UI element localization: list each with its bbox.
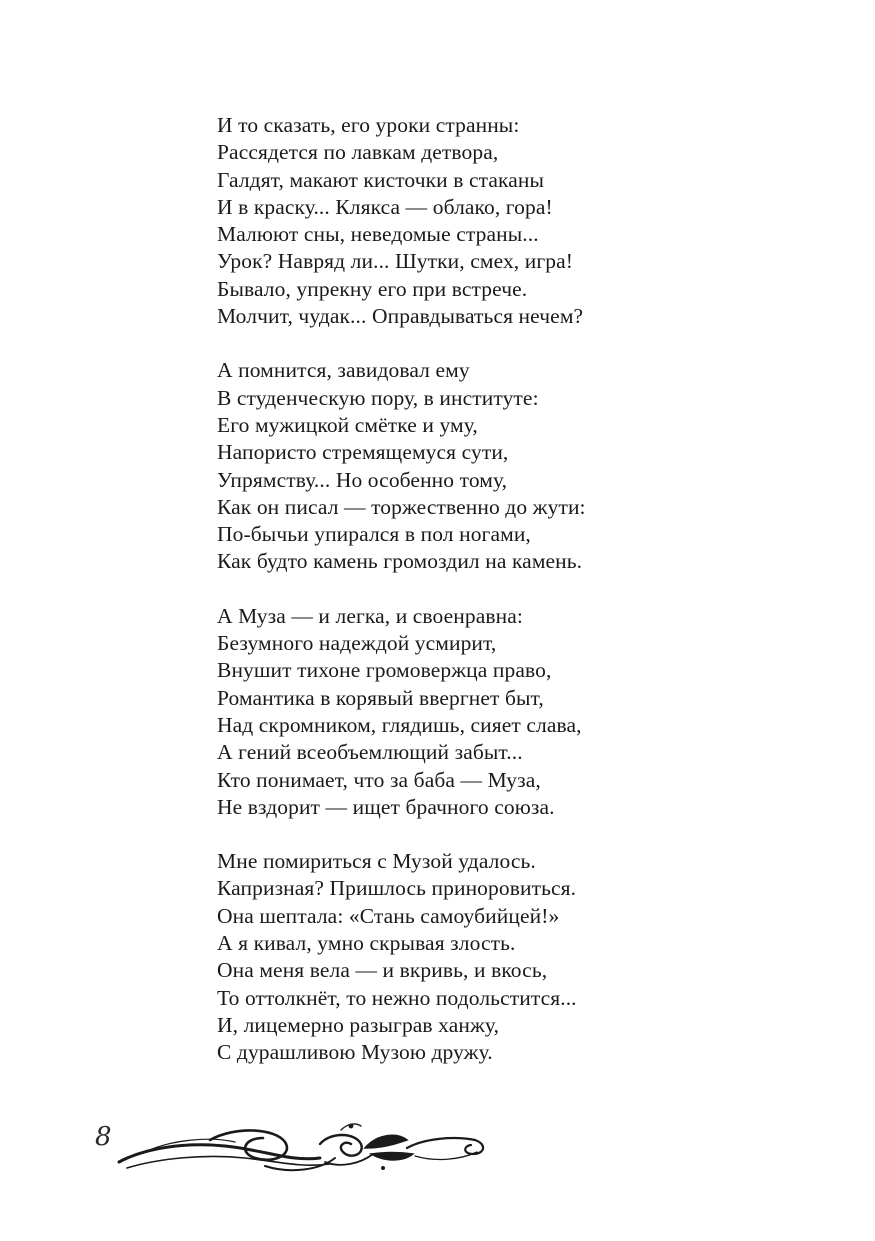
poem-line: И в краску... Клякса — облако, гора! [217, 194, 553, 219]
poem-line: Его мужицкой смётке и уму, [217, 412, 478, 437]
poem-line: И то сказать, его уроки странны: [217, 113, 520, 137]
page-footer [95, 1118, 495, 1188]
poem-line: Урок? Навряд ли... Шутки, смех, игра! [217, 249, 574, 274]
poem-line: Как будто камень громоздил на камень. [217, 549, 583, 574]
poem-line: Молчит, чудак... Оправдываться нечем? [217, 304, 584, 329]
stanza-1 [217, 112, 817, 330]
stanza-2 [217, 357, 817, 575]
poem-line: А Муза — и легка, и своенравна: [217, 603, 523, 628]
poem-line: То оттолкнёт, то нежно подольстится... [217, 985, 577, 1010]
poem-line: По-бычьи упирался в пол ногами, [217, 522, 531, 547]
poem-line: Кто понимает, что за баба — Муза, [217, 767, 541, 792]
poem-line: Галдят, макают кисточки в стаканы [217, 167, 545, 192]
poem-line: А я кивал, умно скрывая злость. [217, 931, 516, 956]
poem-line: Она меня вела — и вкривь, и вкось, [217, 958, 548, 983]
poem-line: И, лицемерно разыграв ханжу, [217, 1012, 500, 1037]
poem-line: Внушит тихоне громовержца право, [217, 658, 552, 683]
stanza-3 [217, 603, 817, 821]
page-number: 8 [95, 1122, 112, 1152]
poem-line: Бывало, упрекну его при встрече. [217, 276, 528, 301]
poem-line: Капризная? Пришлось приноровиться. [217, 876, 577, 901]
poem-line: Романтика в корявый ввергнет быт, [217, 685, 544, 710]
poem-line: А гений всеобъемлющий забыт... [217, 740, 523, 765]
poem-line: Напористо стремящемуся сути, [217, 440, 509, 465]
poem-line: Безумного надеждой усмирит, [217, 631, 497, 656]
poem-body [217, 112, 817, 1094]
flourish-ornament-icon [115, 1118, 495, 1183]
poem-line: Рассядется по лавкам детвора, [217, 140, 499, 165]
poem-line: Мне помириться с Музой удалось. [217, 849, 536, 874]
poem-line: Над скромником, глядишь, сияет слава, [217, 712, 582, 737]
poem-line: Не вздорит — ищет брачного союза. [217, 794, 555, 819]
poem-line: С дурашливою Музою дружу. [217, 1040, 493, 1065]
poem-line: Как он писал — торжественно до жути: [217, 494, 586, 519]
poem-line: Она шептала: «Стань самоубийцей!» [217, 903, 560, 928]
stanza-4 [217, 848, 817, 1066]
poem-line: Малюют сны, неведомые страны... [217, 222, 539, 247]
poem-line: А помнится, завидовал ему [217, 358, 470, 383]
poem-line: Упрямству... Но особенно тому, [217, 467, 508, 492]
poem-line: В студенческую пору, в институте: [217, 385, 539, 410]
